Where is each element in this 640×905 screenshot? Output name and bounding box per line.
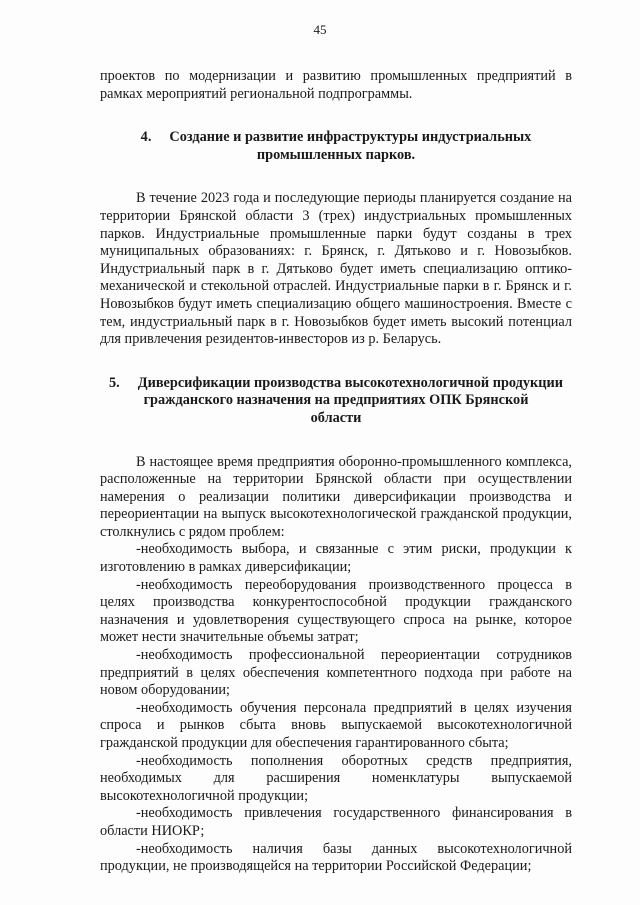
- section-4-heading: [100, 129, 572, 164]
- list-item: -необходимость наличия базы данных высокотехнологичной продукции, не производящейся на территории Российской Федерации;: [100, 840, 572, 875]
- problems-list: [100, 541, 572, 875]
- page-content: [100, 68, 572, 876]
- list-item: -необходимость переоборудования производственного процесса в целях производства конкурентоспособной продукции гражданского назначения и удовлетворения существующего спроса на рынке, которое может нести значительные объемы затрат;: [100, 576, 572, 646]
- section-5-number: 5.: [109, 374, 120, 391]
- list-item: -необходимость профессиональной переориентации сотрудников предприятий в целях обеспечения компетентного подхода при работе на новом оборудовании;: [100, 647, 572, 699]
- list-item: -необходимость выбора, и связанные с этим риски, продукции к изготовлению в рамках диверсификации;: [100, 541, 572, 576]
- section-5-heading: [100, 375, 572, 428]
- list-item: -необходимость привлечения государственного финансирования в области НИОКР;: [100, 805, 572, 839]
- section-5-title-line3: области: [310, 409, 362, 426]
- intro-paragraph: проектов по модернизации и развитию промышленных предприятий в рамках мероприятий региональной подпрограммы.: [100, 68, 572, 102]
- section-4-number: 4.: [140, 129, 152, 146]
- list-item: -необходимость обучения персонала предприятий в целях изучения спроса и рынков сбыта вновь выпускаемой высокотехнологичной гражданской продукции для обеспечения гарантированного сбыта;: [100, 699, 572, 751]
- section-5-title-line1: Диверсификации производства высокотехнологичной продукции: [137, 374, 563, 391]
- section-4-paragraph: В течение 2023 года и последующие периоды планируется создание на территории Брянской области 3 (трех) индустриальных промышленных парков. Индустриальные промышленные парки будут созданы в трех муниципальных образованиях: г. Брянск, г. Дятьково и г. Новозыбков. Индустриальный парк в г. Дятьково будет иметь специализацию оптико-механической и стекольной отраслей. Индустриальные парки в г. Брянск и г. Новозыбков будут иметь специализацию общего машиностроения. Вместе с тем, индустриальный парк в г. Новозыбков будет иметь высокий потенциал для привлечения резидентов-инвесторов из р. Беларусь.: [100, 190, 572, 348]
- section-5-title-line2: гражданского назначения на предприятиях ОПК Брянской: [143, 392, 529, 409]
- section-4-title-line1: Создание и развитие инфраструктуры индустриальных: [169, 129, 532, 146]
- list-item: -необходимость пополнения оборотных средств предприятия, необходимых для расширения номенклатуры выпускаемой высокотехнологичной продукции;: [100, 752, 572, 804]
- page-number: 45: [313, 22, 327, 37]
- section-5-paragraph: В настоящее время предприятия оборонно-промышленного комплекса, расположенные на территории Брянской области при осуществлении намерения о реализации политики диверсификации производства и переориентации на выпуск высокотехнологической гражданской продукции, столкнулись с рядом проблем:: [100, 453, 572, 540]
- section-4-title-line2: промышленных парков.: [256, 146, 416, 163]
